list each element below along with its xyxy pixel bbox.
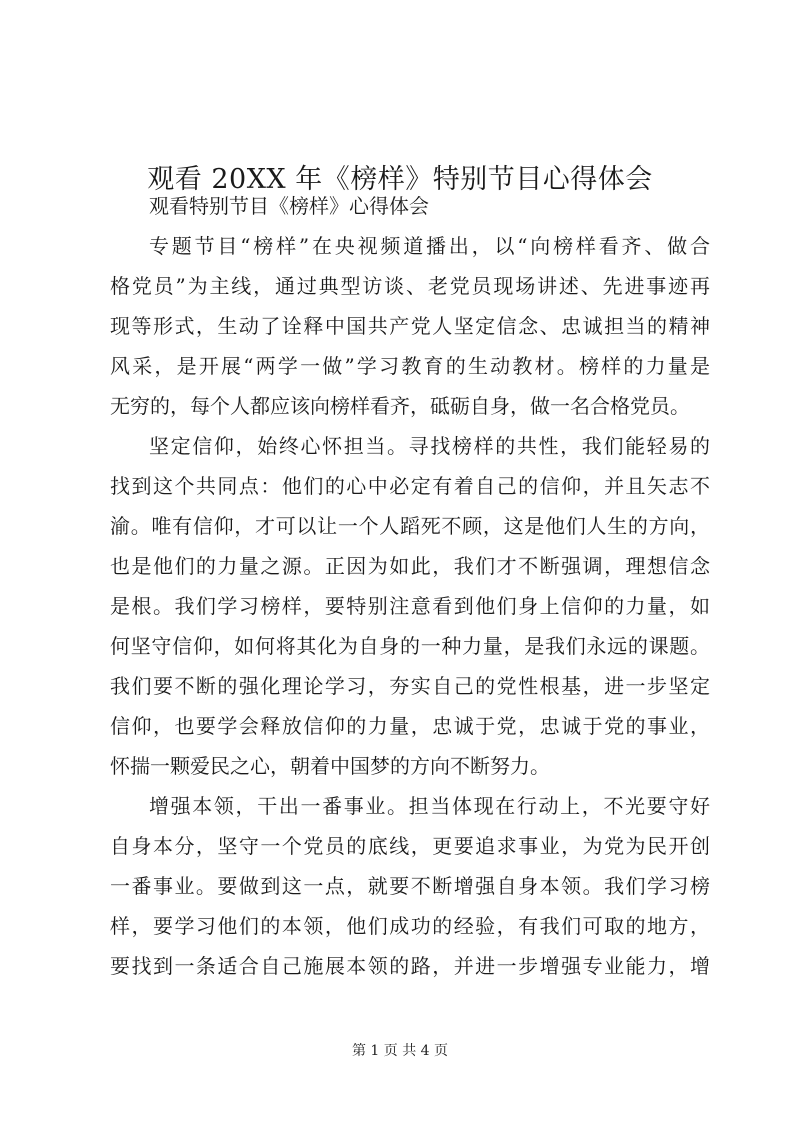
- text-line: 要找到一条适合自己施展本领的路，并进一步增强专业能力，增: [110, 954, 710, 978]
- text-line: 现等形式，生动了诠释中国共产党人坚定信念、忠诚担当的精神: [110, 314, 710, 338]
- text-line: 也是他们的力量之源。正因为如此，我们才不断强调，理想信念: [110, 554, 710, 578]
- page-footer: 第 1 页 共 4 页: [351, 1043, 449, 1059]
- text-line: 增强本领，干出一番事业。担当体现在行动上，不光要守好: [149, 794, 710, 818]
- text-line: 无穷的，每个人都应该向榜样看齐，砥砺自身，做一名合格党员。: [110, 394, 690, 418]
- text-line: 一番事业。要做到这一点，就要不断增强自身本领。我们学习榜: [110, 874, 710, 898]
- text-line: 渝。唯有信仰，才可以让一个人蹈死不顾，这是他们人生的方向，: [110, 514, 710, 538]
- text-line: 格党员”为主线，通过典型访谈、老党员现场讲述、先进事迹再: [110, 274, 710, 298]
- text-line: 自身本分，坚守一个党员的底线，更要追求事业，为党为民开创: [110, 834, 710, 858]
- text-line: 找到这个共同点：他们的心中必定有着自己的信仰，并且矢志不: [110, 474, 710, 498]
- text-line: 是根。我们学习榜样，要特别注意看到他们身上信仰的力量，如: [110, 594, 710, 618]
- subtitle-line: 观看特别节目《榜样》心得体会: [149, 194, 429, 218]
- text-line: 我们要不断的强化理论学习，夯实自己的党性根基，进一步坚定: [110, 674, 710, 698]
- document-body: [110, 186, 710, 986]
- text-line: 何坚守信仰，如何将其化为自身的一种力量，是我们永远的课题。: [110, 634, 710, 658]
- text-line: 信仰，也要学会释放信仰的力量，忠诚于党，忠诚于党的事业，: [110, 714, 710, 738]
- document-title: 观看 20XX 年《榜样》特别节目心得体会: [147, 164, 653, 196]
- text-line: 专题节目“榜样”在央视频道播出，以“向榜样看齐、做合: [149, 234, 710, 258]
- text-line: 坚定信仰，始终心怀担当。寻找榜样的共性，我们能轻易的: [149, 434, 710, 458]
- text-line: 怀揣一颗爱民之心，朝着中国梦的方向不断努力。: [110, 754, 550, 778]
- text-line: 风采，是开展“两学一做”学习教育的生动教材。榜样的力量是: [110, 354, 710, 378]
- text-line: 样，要学习他们的本领，他们成功的经验，有我们可取的地方，: [110, 914, 710, 938]
